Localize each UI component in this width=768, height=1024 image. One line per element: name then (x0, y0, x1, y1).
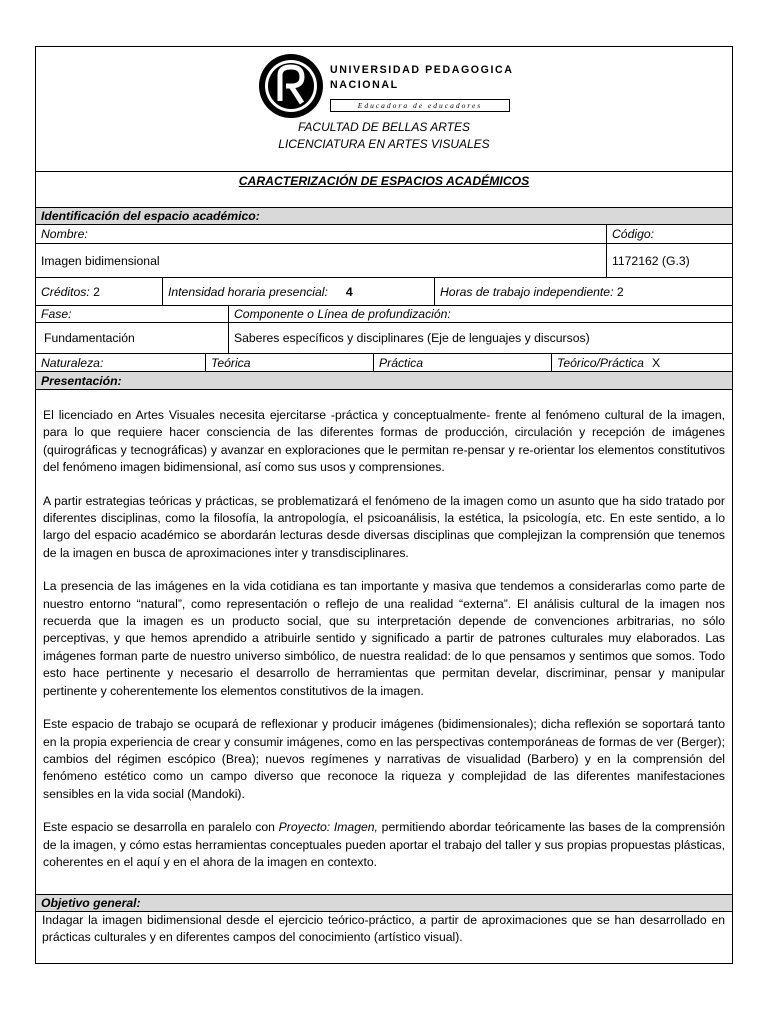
credits-cell (36, 278, 162, 305)
phase-value: Fundamentación (44, 331, 135, 345)
nature-option-practical: Práctica (373, 354, 551, 371)
presentation-paragraph-4: Este espacio de trabajo se ocupará de reflexionar y producir imágenes (bidimensionales); dicha reflexión se soportará tanto en la propia experiencia de crear y consumir imágenes, como en las perspectivas contemporáneas de formas de ver (Berger); cambios del régimen escópico (Brea); nuevos regímenes y narrativas de visualidad (Barbero) y en la comprensión del fenómeno estético como un campo diverso que reconoce la riqueza y complejidad de las diferentes manifestaciones sensibles en la vida social (Mandoki). (43, 717, 725, 801)
name-code-label-row (36, 224, 732, 243)
title-row (36, 171, 732, 207)
faculty-name: FACULTAD DE BELLAS ARTES (297, 120, 471, 134)
identification-label: Identificación del espacio académico: (41, 209, 260, 223)
code-value: 1172162 (G.3) (606, 244, 732, 277)
presentation-paragraph-3: La presencia de las imágenes en la vida cotidiana es tan importante y masiva que tendemos a considerarlas como parte de nuestro entorno “natural”, como representación o reflejo de una realidad “externa”. El análisis cultural de la imagen nos recuerda que la imagen es un producto social, que su interpretación depende de convenciones arbitrarias, no sólo perceptivas, y que hemos aprendido a atribuirle sentido y significado a partir de patrones culturales muy elaborados. Las imágenes forman parte de nuestro universo simbólico, de nuestra realidad: de lo que pensamos y sentimos que somos. Todo esto hace pertinente y necesario el desarrollo de herramientas que permitan develar, discriminar, pensar y manipular pertinente y coherentemente los elementos constitutivos de la imagen. (43, 579, 725, 698)
presentation-paragraph-2: A partir estrategias teóricas y prácticas, se problematizará el fenómeno de la imagen como un asunto que ha sido tratado por diferentes disciplinas, como la filosofía, la antropología, el psicoanálisis, la estética, la psicología, etc. En este sentido, a lo largo del espacio académico se abordarán lecturas desde diversas disciplinas que complejizan la comprensión que tenemos de la imagen en busca de aproximaciones inter y transdisciplinares. (43, 493, 725, 560)
presentation-paragraph-5 (43, 819, 725, 871)
nature-option-mixed: Teórico/Práctica (557, 355, 644, 370)
credits-label: Créditos: (41, 284, 90, 299)
credits-row (36, 277, 732, 305)
intensity-value: 4 (345, 284, 353, 299)
nature-mark: X (651, 355, 661, 370)
paragraph-5-end: permitiendo abordar teóricamente las bases de la comprensión de la imagen, y cómo estas herramientas conceptuales pueden aportar el trabajo del taller y sus propias propuestas plásticas, coherentes en el aquí y en el ahora de la imagen en contexto. (43, 820, 726, 869)
independent-value: 2 (616, 284, 624, 299)
program-name: LICENCIATURA EN ARTES VISUALES (278, 137, 490, 151)
upn-seal-icon (258, 53, 324, 119)
objective-text: Indagar la imagen bidimensional desde el ejercicio teórico-práctico, a partir de aproximaciones que se han desarrollado en prácticas culturales y en diferentes campos del conocimiento (artístico visual). (42, 913, 725, 945)
independent-label: Horas de trabajo independiente: (440, 284, 614, 299)
nature-option-mixed-cell (551, 354, 732, 371)
objective-label: Objetivo general: (41, 896, 141, 910)
presentation-paragraph-1: El licenciado en Artes Visuales necesita ejercitarse -práctica y conceptualmente- frente al fenómeno cultural de la imagen, para lo que requiere hacer consciencia de las diferentes formas de producción, circulación y recepción de imágenes (quirográficas y tecnográficas) y avanzar en exploraciones que le permitan re-pensar y re-orientar los elementos constitutivos del fenómeno imagen bidimensional, así como sus usos y comprensiones. (43, 408, 725, 475)
nature-label: Naturaleza: (41, 355, 104, 370)
independent-cell (434, 278, 732, 305)
presentation-body (36, 389, 732, 894)
intensity-cell (162, 278, 434, 305)
document-header (36, 47, 732, 171)
identification-header (36, 207, 732, 224)
intensity-label: Intensidad horaria presencial: (168, 284, 328, 299)
document-title: CARACTERIZACIÓN DE ESPACIOS ACADÉMICOS (238, 174, 530, 188)
name-label: Nombre: (41, 227, 88, 241)
paragraph-5-start: Este espacio se desarrolla en paralelo con (43, 820, 279, 835)
university-logo (258, 53, 518, 125)
paragraph-5-italic: Proyecto: Imagen, (278, 820, 378, 835)
faculty-block (36, 119, 732, 153)
nature-row (36, 353, 732, 371)
phase-value-row (36, 322, 732, 353)
credits-value: 2 (93, 284, 100, 299)
objective-header (36, 894, 732, 911)
name-value: Imagen bidimensional (41, 253, 160, 268)
university-name-line2: NACIONAL (330, 79, 399, 91)
name-code-value-row (36, 243, 732, 277)
component-value: Saberes específicos y disciplinares (Eje de lenguajes y discursos) (228, 323, 732, 353)
university-name (330, 63, 514, 93)
code-label: Código: (606, 225, 732, 243)
presentation-header (36, 371, 732, 389)
document-sheet (35, 46, 733, 964)
component-label: Componente o Línea de profundización: (228, 306, 732, 322)
presentation-text (43, 407, 725, 887)
phase-label: Fase: (41, 307, 72, 321)
university-name-line1: UNIVERSIDAD PEDAGOGICA (330, 64, 514, 76)
phase-label-row (36, 305, 732, 322)
university-motto: Educadora de educadores (330, 99, 510, 112)
nature-option-theoretical: Teórica (205, 354, 373, 371)
objective-body (36, 911, 732, 964)
presentation-label: Presentación: (41, 373, 122, 388)
